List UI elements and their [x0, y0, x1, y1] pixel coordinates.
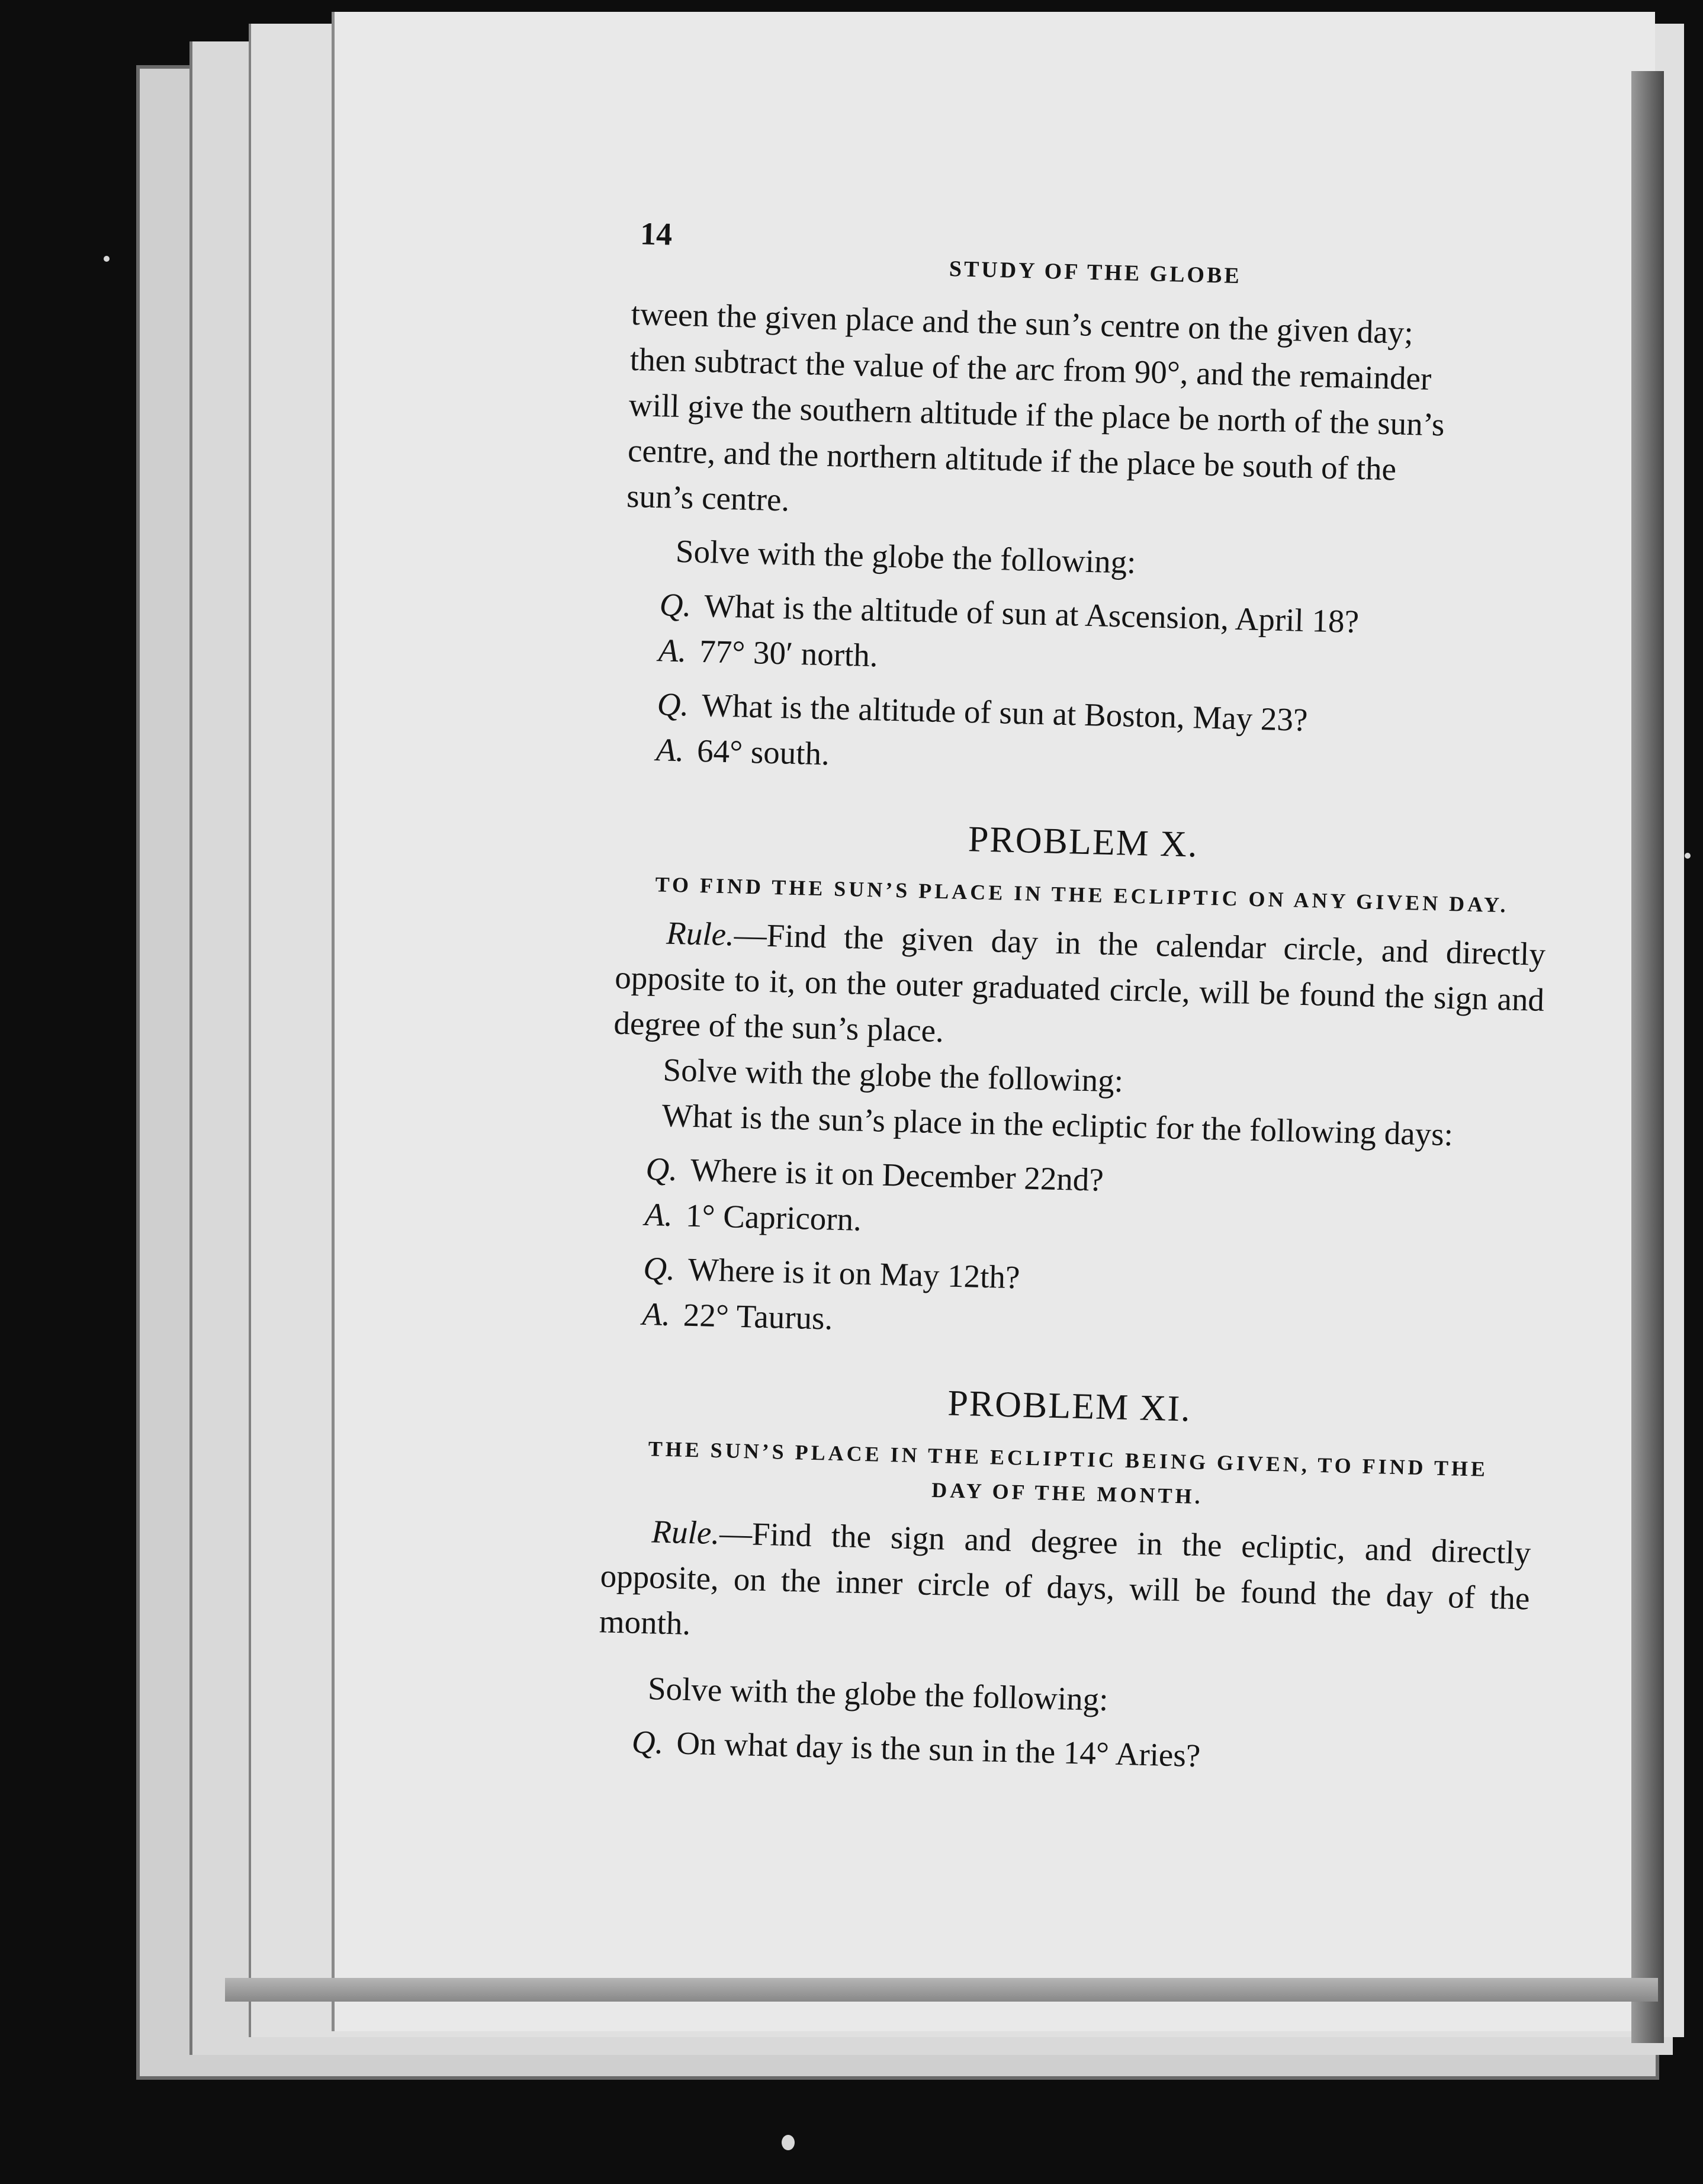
qa-text: 22° Taurus. — [683, 1296, 834, 1337]
rule-label: Rule. — [666, 914, 735, 953]
qa-label: A. — [658, 632, 687, 669]
qa-list — [606, 1145, 1540, 1358]
qa-text: Where is it on May 12th? — [687, 1251, 1021, 1296]
question-intro: What is the sun’s place in the ecliptic for the following days: — [661, 1097, 1454, 1153]
solve-intro: Solve with the globe the following: — [675, 532, 1137, 580]
solve-intro: Solve with the globe the following: — [647, 1670, 1109, 1718]
qa-text: On what day is the sun in the 14° Aries? — [676, 1724, 1201, 1774]
qa-label: A. — [641, 1295, 671, 1333]
subheading-line: DAY OF THE MONTH. — [931, 1478, 1204, 1509]
paragraph-line: sun’s centre. — [626, 477, 790, 518]
rule-label: Rule. — [651, 1513, 720, 1552]
problem-x-subheading: TO FIND THE SUN’S PLACE IN THE ECLIPTIC ON ANY GIVEN DAY. — [655, 872, 1509, 917]
page-number: 14 — [640, 216, 673, 252]
qa-label: Q. — [642, 1250, 676, 1287]
qa-label: Q. — [645, 1150, 678, 1188]
qa-label: Q. — [659, 586, 692, 624]
page-bottom-shadow — [225, 1978, 1658, 2002]
page-gutter-shadow — [1631, 71, 1664, 2043]
qa-text: What is the altitude of sun at Ascension, April 18? — [703, 587, 1360, 640]
qa-text: 1° Capricorn. — [685, 1197, 862, 1238]
qa-label: A. — [656, 731, 685, 769]
solve-intro: Solve with the globe the following: — [662, 1051, 1124, 1099]
continuation-paragraph — [626, 291, 1561, 541]
subheading-line: THE SUN’S PLACE IN THE ECLIPTIC BEING GIVEN, TO FIND THE — [648, 1437, 1489, 1481]
problem-xi-subheading — [602, 1430, 1533, 1521]
paragraph-line: then subtract the value of the arc from 90°, and the remainder — [629, 341, 1432, 397]
paragraph-line: will give the southern altitude if the place be north of the sun’s — [628, 386, 1445, 443]
problem-xi-heading: PROBLEM XI. — [947, 1383, 1192, 1430]
problem-x-heading: PROBLEM X. — [968, 819, 1199, 865]
scan-speck — [104, 256, 110, 262]
qa-text: 64° south. — [696, 732, 830, 772]
qa-label: Q. — [631, 1723, 664, 1761]
rule-text: —Find the sign and degree in the ecliptic, and directly opposite, on the inner circle of days, will be found the day of the month. — [599, 1515, 1531, 1642]
qa-text: What is the altitude of sun at Boston, May 23? — [701, 687, 1309, 738]
problem-xi-rule — [599, 1507, 1531, 1666]
qa-text: 77° 30′ north. — [699, 632, 879, 674]
running-head: STUDY OF THE GLOBE — [949, 256, 1242, 289]
paragraph-line: tween the given place and the sun’s centre on the given day; — [631, 295, 1414, 351]
qa-text: Where is it on December 22nd? — [690, 1151, 1104, 1198]
rule-text: —Find the given day in the calendar circle, and directly opposite to it, on the outer graduated circle, will be found the sign and degree of the sun’s place. — [613, 916, 1546, 1049]
qa-label: A. — [644, 1196, 673, 1234]
problem-x-rule — [613, 909, 1546, 1068]
page-body — [596, 291, 1561, 1787]
qa-list — [620, 581, 1554, 794]
paragraph-line: centre, and the northern altitude if the place be south of the — [627, 432, 1397, 487]
scan-speck — [1685, 853, 1691, 859]
qa-label: Q. — [657, 686, 689, 723]
scan-speck — [782, 2135, 795, 2150]
